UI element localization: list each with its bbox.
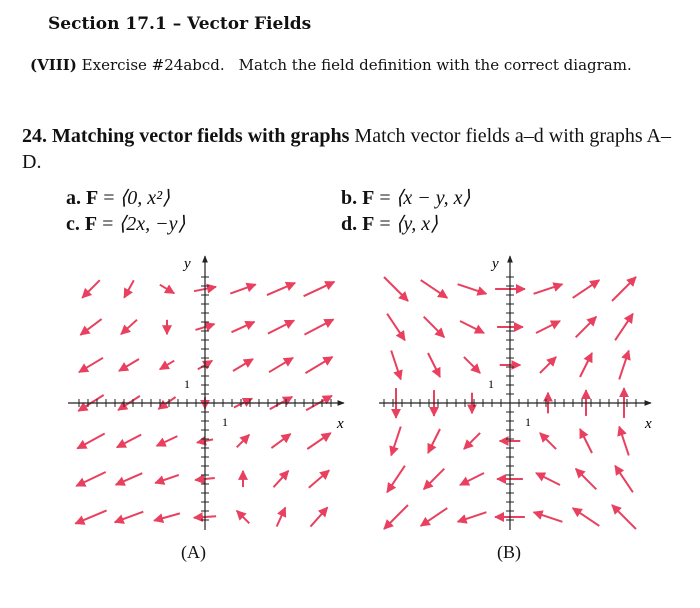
section-title: Section 17.1 – Vector Fields <box>48 14 312 34</box>
field-arrow <box>75 510 106 523</box>
field-arrow <box>79 358 103 372</box>
exercise-instruction: Match the field definition with the correct diagram. <box>238 56 632 74</box>
field-definitions <box>66 184 626 236</box>
field-arrow <box>384 277 408 301</box>
x-axis-label: x <box>645 416 652 432</box>
exercise-number: (VIII) <box>30 56 77 74</box>
x-tick-label: 1 <box>222 415 228 429</box>
field-arrow <box>119 359 139 371</box>
field-arrow <box>121 320 137 334</box>
field-arrow <box>391 427 401 456</box>
field-c: c. F = ⟨2x, −y⟩ <box>66 212 186 235</box>
field-arrow <box>311 507 328 526</box>
field-arrow <box>580 429 592 453</box>
caption-a: (A) <box>181 542 206 562</box>
field-arrow <box>464 433 480 449</box>
field-arrow <box>619 427 629 456</box>
field-arrow <box>157 436 178 446</box>
field-arrow <box>82 280 100 298</box>
field-arrow <box>387 314 405 341</box>
field-arrow <box>612 277 636 301</box>
field-arrow <box>237 435 250 448</box>
field-arrow <box>160 285 174 294</box>
field-arrow <box>305 319 334 334</box>
field-arrow <box>576 317 597 338</box>
field-arrow <box>460 473 484 485</box>
field-arrow <box>612 505 636 529</box>
field-arrow <box>573 508 600 526</box>
field-arrow <box>76 472 105 486</box>
field-arrow <box>421 280 448 298</box>
field-arrow <box>460 321 484 333</box>
field-arrow <box>269 358 293 372</box>
field-arrow <box>277 508 286 527</box>
field-arrow <box>536 473 560 485</box>
field-arrow <box>267 283 295 295</box>
field-arrow <box>464 357 480 373</box>
field-arrow <box>615 466 633 493</box>
y-tick-label: 1 <box>184 377 190 391</box>
field-arrow <box>573 280 600 298</box>
field-arrow <box>304 282 335 296</box>
problem-statement <box>22 123 682 175</box>
field-arrow <box>233 359 253 371</box>
x-axis-label: x <box>337 416 344 432</box>
y-axis-label: y <box>492 256 499 272</box>
field-arrow <box>391 351 401 380</box>
field-arrow <box>458 512 487 522</box>
field-arrow <box>268 320 294 333</box>
field-arrow <box>540 433 556 449</box>
vector-field-plot-a <box>60 248 350 538</box>
field-d: d. F = ⟨y, x⟩ <box>341 212 438 235</box>
field-arrow <box>115 512 144 523</box>
caption-b: (B) <box>497 542 521 562</box>
vector-field-plot-b <box>375 248 665 538</box>
field-arrow <box>428 429 440 453</box>
exercise-label: Exercise #24abcd. <box>81 56 225 74</box>
field-arrow <box>421 508 448 526</box>
field-arrow <box>424 469 445 490</box>
field-arrow <box>615 314 633 341</box>
field-arrow <box>384 505 408 529</box>
field-arrow <box>424 317 445 338</box>
exercise-line <box>30 56 632 74</box>
problem-number: 24. <box>22 125 47 147</box>
y-axis-label: y <box>184 256 191 272</box>
field-arrow <box>271 434 290 448</box>
field-arrow <box>117 435 141 448</box>
field-arrow <box>155 475 179 483</box>
field-arrow <box>237 511 250 524</box>
field-arrow <box>619 351 629 380</box>
field-b: b. F = ⟨x − y, x⟩ <box>341 186 471 209</box>
field-arrow <box>124 280 134 297</box>
field-arrow <box>274 471 289 487</box>
field-arrow <box>458 284 487 294</box>
y-tick-label: 1 <box>488 377 494 391</box>
field-arrow <box>232 322 255 332</box>
field-arrow <box>580 353 592 377</box>
field-arrow <box>77 434 104 449</box>
field-arrow <box>160 361 174 370</box>
problem-text: Match vector fields a–d with graphs A–D. <box>22 125 671 173</box>
field-arrow <box>534 284 563 294</box>
field-arrow <box>309 470 329 487</box>
field-arrow <box>154 513 180 520</box>
x-tick-label: 1 <box>525 415 531 429</box>
field-arrow <box>428 353 440 377</box>
field-arrow <box>576 469 597 490</box>
field-arrow <box>536 321 560 333</box>
field-arrow <box>387 466 405 493</box>
field-arrow <box>230 284 255 293</box>
field-a: a. F = ⟨0, x²⟩ <box>66 186 170 209</box>
field-arrow <box>534 512 563 522</box>
field-arrow <box>116 473 143 485</box>
field-arrow <box>306 357 333 373</box>
field-arrow <box>80 319 101 335</box>
field-arrow <box>540 357 556 373</box>
field-arrow <box>307 433 330 449</box>
problem-heading: Matching vector fields with graphs <box>52 125 350 147</box>
